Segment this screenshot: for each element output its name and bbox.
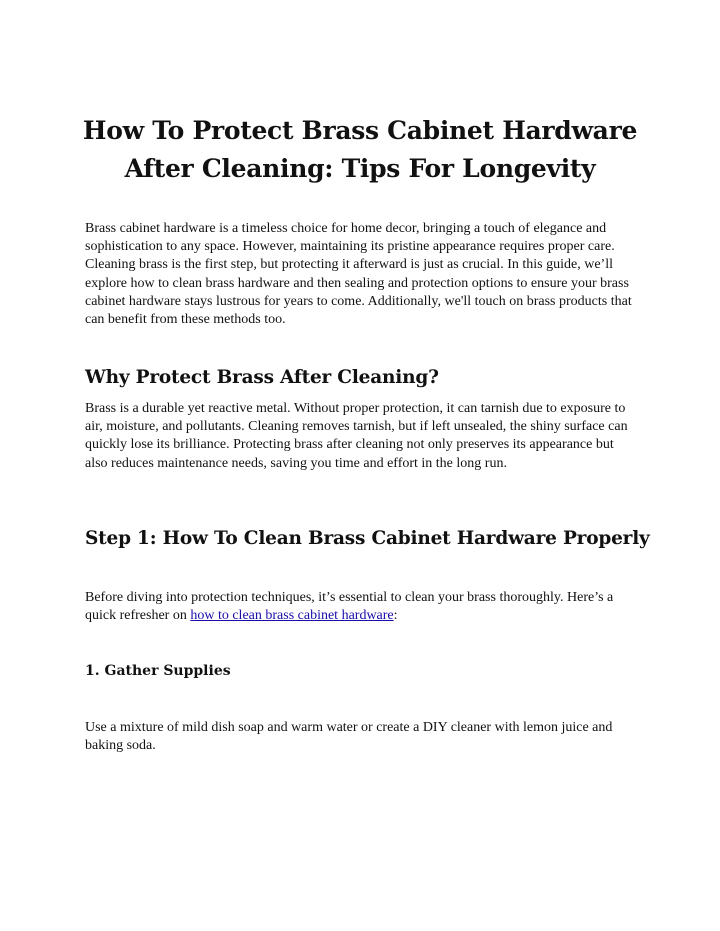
step-1-text-before-link: Before diving into protection techniques, it’s essential to clean your brass thoroughly. Here’s a quick refresher on <box>85 590 614 624</box>
page-title: How To Protect Brass Cabinet Hardware After Cleaning: Tips For Longevity <box>82 116 638 183</box>
section-heading-step-1: Step 1: How To Clean Brass Cabinet Hardware Properly <box>85 528 650 549</box>
subsection-paragraph-gather-supplies: Use a mixture of mild dish soap and warm water or create a DIY cleaner with lemon juice and baking soda. <box>85 720 613 754</box>
intro-paragraph: Brass cabinet hardware is a timeless choice for home decor, bringing a touch of elegance and sophistication to any space. However, maintaining its pristine appearance requires proper care. Cleaning brass is the first step, but protecting it afterward is just as crucial. In this guide, we’ll explore how to clean brass hardware and then sealing and protection options to ensure your brass cabinet hardware stays lustrous for years to come. Additionally, we'll touch on brass products that can benefit from these methods too. <box>85 221 632 328</box>
clean-brass-hardware-link[interactable]: how to clean brass cabinet hardware <box>190 608 394 624</box>
section-heading-why-protect: Why Protect Brass After Cleaning? <box>85 367 439 388</box>
subsection-heading-gather-supplies: 1. Gather Supplies <box>85 663 231 679</box>
step-1-text-after-link: : <box>393 608 398 624</box>
section-paragraph-why-protect: Brass is a durable yet reactive metal. Without proper protection, it can tarnish due to exposure to air, moisture, and pollutants. Cleaning removes tarnish, but if left unsealed, the shiny surface can quickly lose its brilliance. Protecting brass after cleaning not only preserves its appearance but also reduces maintenance needs, saving you time and effort in the long run. <box>85 401 628 471</box>
section-paragraph-step-1 <box>85 589 637 625</box>
